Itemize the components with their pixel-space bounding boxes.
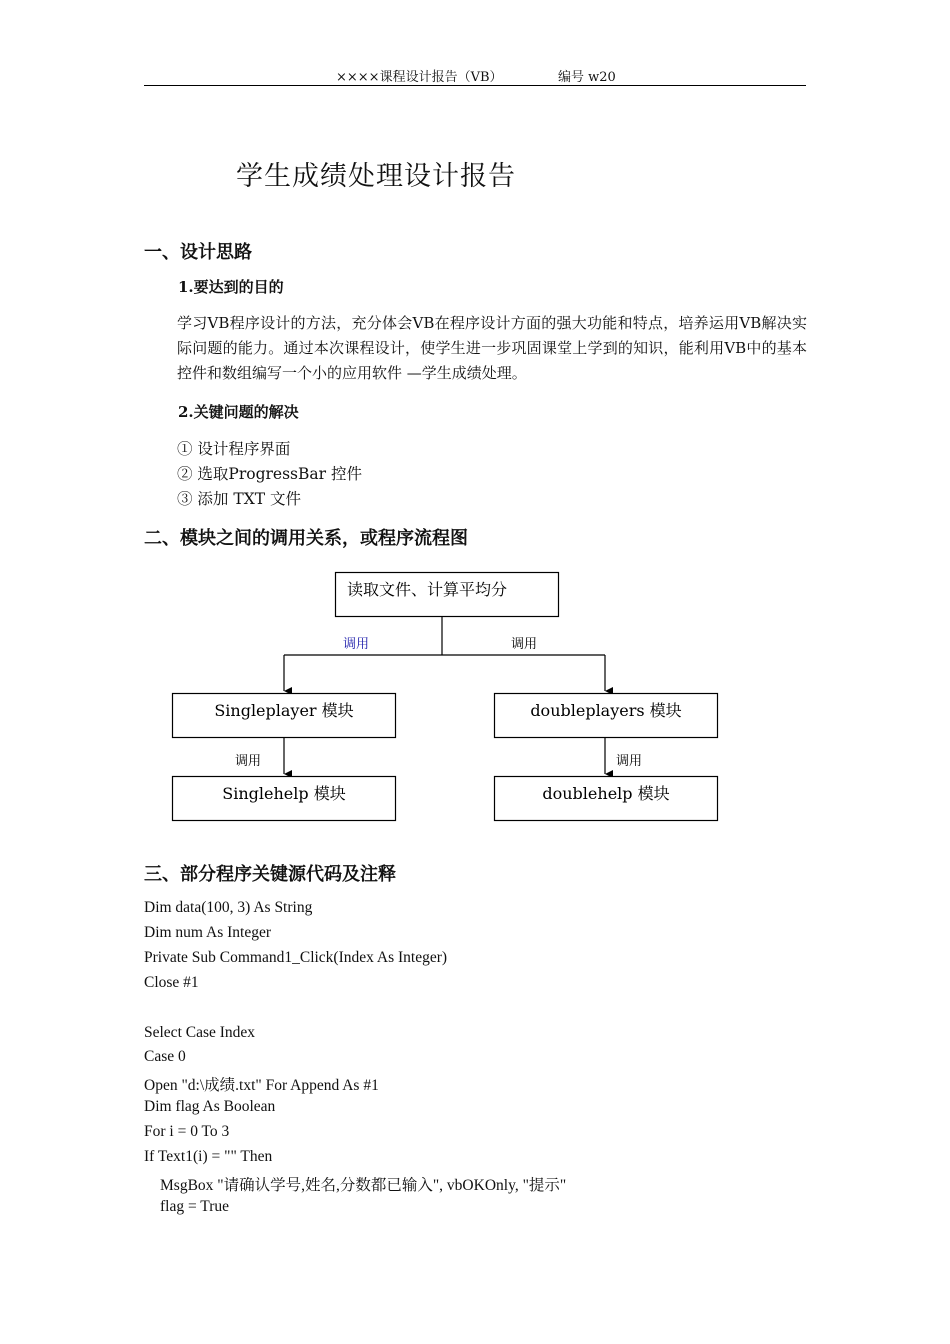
section1-sub1-heading: 1.要达到的目的 <box>178 278 284 296</box>
call-label: 调用 <box>616 754 643 769</box>
flow-right-sub-label: doublehelp 模块 <box>542 784 670 803</box>
code-line: Select Case Index <box>144 1024 256 1041</box>
code-line: Open "d:\成绩.txt" For Append As #1 <box>144 1077 379 1094</box>
list-item: ② 选取ProgressBar 控件 <box>177 465 362 483</box>
code-line: Case 0 <box>144 1048 186 1065</box>
code-line: MsgBox "请确认学号,姓名,分数都已输入", vbOKOnly, "提示" <box>160 1177 567 1194</box>
list-item: ① 设计程序界面 <box>177 440 291 458</box>
code-line: Dim data(100, 3) As String <box>144 899 313 916</box>
code-line: Dim flag As Boolean <box>144 1098 276 1115</box>
section2-heading: 二、模块之间的调用关系，或程序流程图 <box>144 528 468 549</box>
header-right: 编号 w20 <box>558 70 616 85</box>
call-label: 调用 <box>511 637 538 652</box>
flow-right-module-label: doubleplayers 模块 <box>530 701 682 720</box>
code-line: Dim num As Integer <box>144 924 271 941</box>
section3-heading: 三、部分程序关键源代码及注释 <box>144 864 396 885</box>
section1-sub1-body: 学习VB程序设计的方法，充分体会VB在程序设计方面的强大功能和特点，培养运用VB解决实际问题的能力。通过本次课程设计，使学生进一步巩固课堂上学到的知识，能利用VB中的基本控件和数组编写一个小的应用软件 —学生成绩处理。 <box>177 314 807 382</box>
code-line: Private Sub Command1_Click(Index As Integer) <box>144 949 448 966</box>
code-line: If Text1(i) = "" Then <box>144 1148 273 1165</box>
call-label: 调用 <box>235 754 262 769</box>
code-line: For i = 0 To 3 <box>144 1123 230 1140</box>
flow-left-sub-label: Singlehelp 模块 <box>222 784 346 803</box>
section1-sub2-heading: 2.关键问题的解决 <box>178 403 299 421</box>
code-line: Close #1 <box>144 974 199 991</box>
flow-root-label: 读取文件、计算平均分 <box>347 580 508 599</box>
list-item: ③ 添加 TXT 文件 <box>177 490 301 508</box>
header-left: ××××课程设计报告（VB） <box>336 70 503 85</box>
document-title: 学生成绩处理设计报告 <box>236 161 516 192</box>
flow-left-module-label: Singleplayer 模块 <box>214 701 354 720</box>
code-line: flag = True <box>160 1198 230 1215</box>
section1-heading: 一、设计思路 <box>144 242 252 263</box>
call-label: 调用 <box>343 637 370 652</box>
